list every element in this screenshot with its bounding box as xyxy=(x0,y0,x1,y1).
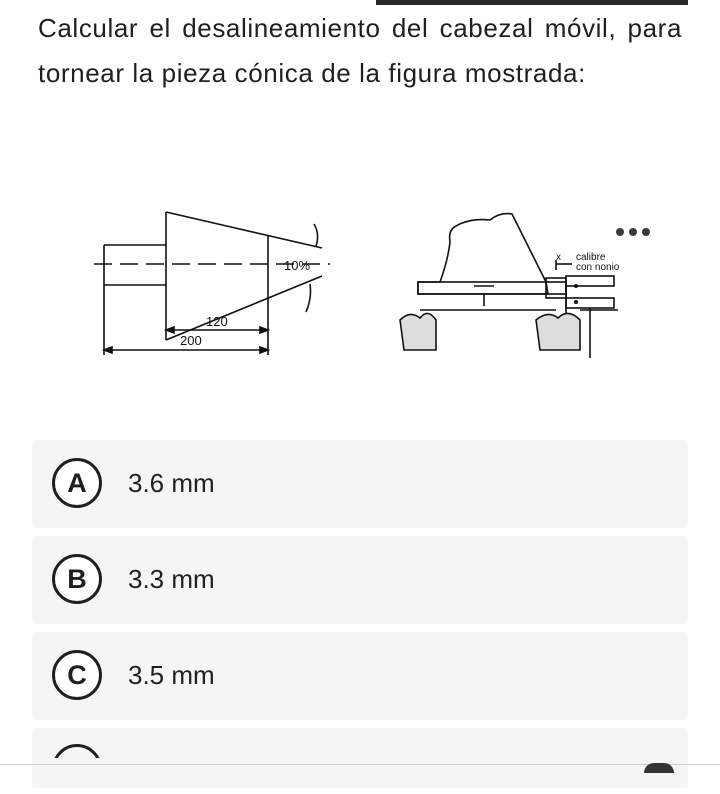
question-figure xyxy=(0,190,720,370)
option-letter-badge: B xyxy=(52,554,102,604)
tailstock-drawing xyxy=(400,214,618,358)
option-letter-badge: A xyxy=(52,458,102,508)
offset-label: x xyxy=(556,252,561,263)
dot-icon xyxy=(616,228,624,236)
option-text: 3.5 mm xyxy=(128,660,215,690)
dot-icon xyxy=(629,228,637,236)
option-text: 3.6 mm xyxy=(128,468,215,498)
gauge-label-line1: calibre xyxy=(576,252,606,263)
tapered-part-drawing xyxy=(94,212,330,355)
option-text: 3.3 mm xyxy=(128,564,215,594)
more-options-icon[interactable] xyxy=(616,226,654,238)
gauge-label-line2: con nonio xyxy=(576,262,620,273)
scroll-indicator xyxy=(644,763,674,773)
question-text: Calcular el desalineamiento del cabezal móvil, para tornear la pieza cónica de la figura mostrada: xyxy=(38,13,682,88)
top-progress-bar xyxy=(376,0,688,5)
dim-200-label: 200 xyxy=(180,333,202,348)
taper-label: 10% xyxy=(284,258,311,273)
answer-option-c[interactable] xyxy=(32,632,688,720)
dot-icon xyxy=(642,228,650,236)
dim-120-label: 120 xyxy=(206,314,228,329)
divider xyxy=(0,764,720,765)
answer-option-d[interactable] xyxy=(32,728,688,788)
answer-option-a[interactable] xyxy=(32,440,688,528)
technical-drawing xyxy=(0,190,720,370)
option-letter-badge: C xyxy=(52,650,102,700)
answer-option-b[interactable] xyxy=(32,536,688,624)
option-letter-badge xyxy=(52,744,102,794)
